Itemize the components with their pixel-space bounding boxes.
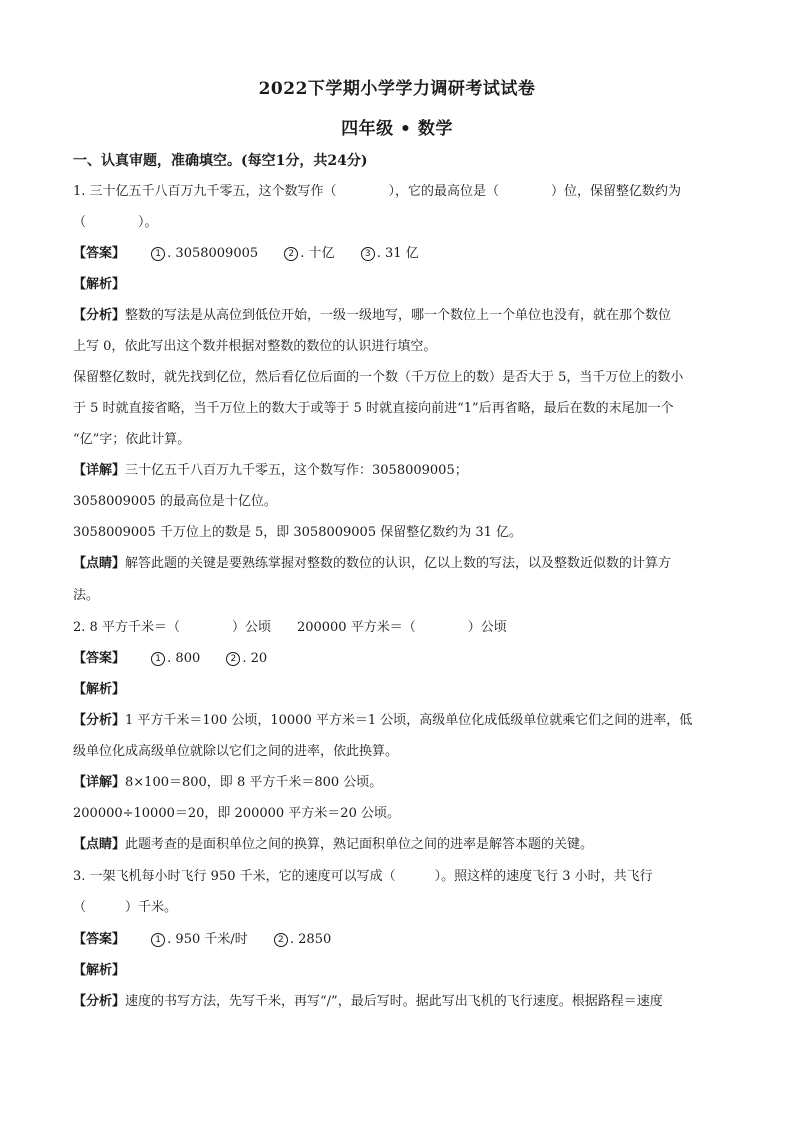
xiangjie-label: 【详解】	[73, 775, 126, 790]
q2-answer-row	[73, 651, 723, 667]
q1-fenxi-line2: 上写 0，依此写出这个数并根据对整数的数位的认识进行填空。	[73, 339, 437, 354]
q2-xiangjie-line1	[73, 775, 723, 791]
answer-value: . 3058009005	[167, 246, 259, 261]
fenxi-label: 【分析】	[73, 308, 126, 323]
q1-answer-row	[73, 246, 723, 262]
circled-number-icon: 2	[274, 933, 288, 947]
q1-fenxi-line5: “亿”字；依此计算。	[73, 432, 191, 447]
circled-number-icon: 3	[361, 247, 375, 261]
q3-stem-line2: （ ）千米。	[73, 900, 178, 915]
answer-label: 【答案】	[73, 651, 126, 666]
xiangjie-label: 【详解】	[73, 463, 126, 478]
q3-stem-line1: 3. 一架飞机每小时飞行 950 千米，它的速度可以写成（ ）。照这样的速度飞行 3 小时，共飞行	[73, 869, 653, 884]
analysis-label: 【解析】	[73, 277, 126, 292]
q1-fenxi-line1	[73, 308, 723, 324]
answer-value: . 2850	[289, 932, 332, 947]
exam-title: 2022下学期小学学力调研考试试卷	[258, 79, 536, 99]
circled-number-icon: 2	[226, 652, 240, 666]
q2-fenxi-line2: 级单位化成高级单位就除以它们之间的进率，依此换算。	[73, 744, 399, 759]
answer-label: 【答案】	[73, 246, 126, 261]
q3-fenxi-line1	[73, 994, 723, 1010]
exam-subtitle: 四年级 • 数学	[341, 119, 453, 139]
circled-number-icon: 1	[151, 652, 165, 666]
q2-fenxi-line1	[73, 713, 723, 729]
answer-value: . 十亿	[300, 246, 335, 261]
answer-value: . 800	[167, 651, 201, 666]
fenxi-label: 【分析】	[73, 994, 126, 1009]
q2-dianjing-line1	[73, 837, 723, 853]
q1-dianjing-line1	[73, 556, 723, 572]
q1-fenxi-line3: 保留整亿数时，就先找到亿位，然后看亿位后面的一个数（千万位上的数）是否大于 5，当千万位上的数小	[73, 370, 684, 385]
q1-dianjing-line2: 法。	[73, 588, 100, 603]
xiangjie-text: 三十亿五千八百万九千零五，这个数写作：3058009005；	[125, 463, 468, 478]
answer-label: 【答案】	[73, 932, 126, 947]
analysis-label: 【解析】	[73, 963, 126, 978]
circled-number-icon: 2	[284, 247, 298, 261]
fenxi-text: 速度的书写方法，先写千米，再写“/”，最后写时。据此写出飞机的飞行速度。根据路程＝速度	[125, 994, 663, 1009]
dianjing-label: 【点睛】	[73, 837, 126, 852]
q2-stem: 2. 8 平方千米＝（ ）公顷 200000 平方米＝（ ）公顷	[73, 620, 507, 635]
q1-fenxi-line4: 于 5 时就直接省略，当千万位上的数大于或等于 5 时就直接向前进“1”后再省略，最后在数的末尾加一个	[73, 401, 674, 416]
section-heading: 一、认真审题，准确填空。(每空1分，共24分)	[73, 153, 368, 169]
analysis-label: 【解析】	[73, 682, 126, 697]
q2-xiangjie-line2: 200000÷10000＝20，即 200000 平方米＝20 公顷。	[73, 806, 400, 821]
q1-stem-line1: 1. 三十亿五千八百万九千零五，这个数写作（ ），它的最高位是（ ）位，保留整亿数约为	[73, 184, 682, 199]
fenxi-text: 整数的写法是从高位到低位开始，一级一级地写，哪一个数位上一个单位也没有，就在那个数位	[125, 308, 672, 323]
q3-answer-row	[73, 932, 723, 948]
q1-xiangjie-line1	[73, 463, 723, 479]
dianjing-text: 此题考查的是面积单位之间的换算，熟记面积单位之间的进率是解答本题的关键。	[125, 837, 594, 852]
q1-xiangjie-line3: 3058009005 千万位上的数是 5，即 3058009005 保留整亿数约为 31 亿。	[73, 525, 523, 540]
q1-stem-line2: （ ）。	[73, 215, 158, 230]
xiangjie-text: 8×100＝800，即 8 平方千米＝800 公顷。	[125, 775, 383, 790]
fenxi-label: 【分析】	[73, 713, 126, 728]
dianjing-text: 解答此题的关键是要熟练掌握对整数的数位的认识，亿以上数的写法，以及整数近似数的计算方	[125, 556, 672, 571]
fenxi-text: 1 平方千米＝100 公顷，10000 平方米＝1 公顷，高级单位化成低级单位就乘它们之间的进率，低	[125, 713, 693, 728]
answer-value: . 20	[242, 651, 268, 666]
answer-value: . 31 亿	[376, 246, 419, 261]
answer-value: . 950 千米/时	[167, 932, 248, 947]
circled-number-icon: 1	[151, 247, 165, 261]
q1-xiangjie-line2: 3058009005 的最高位是十亿位。	[73, 494, 277, 509]
dianjing-label: 【点睛】	[73, 556, 126, 571]
circled-number-icon: 1	[151, 933, 165, 947]
